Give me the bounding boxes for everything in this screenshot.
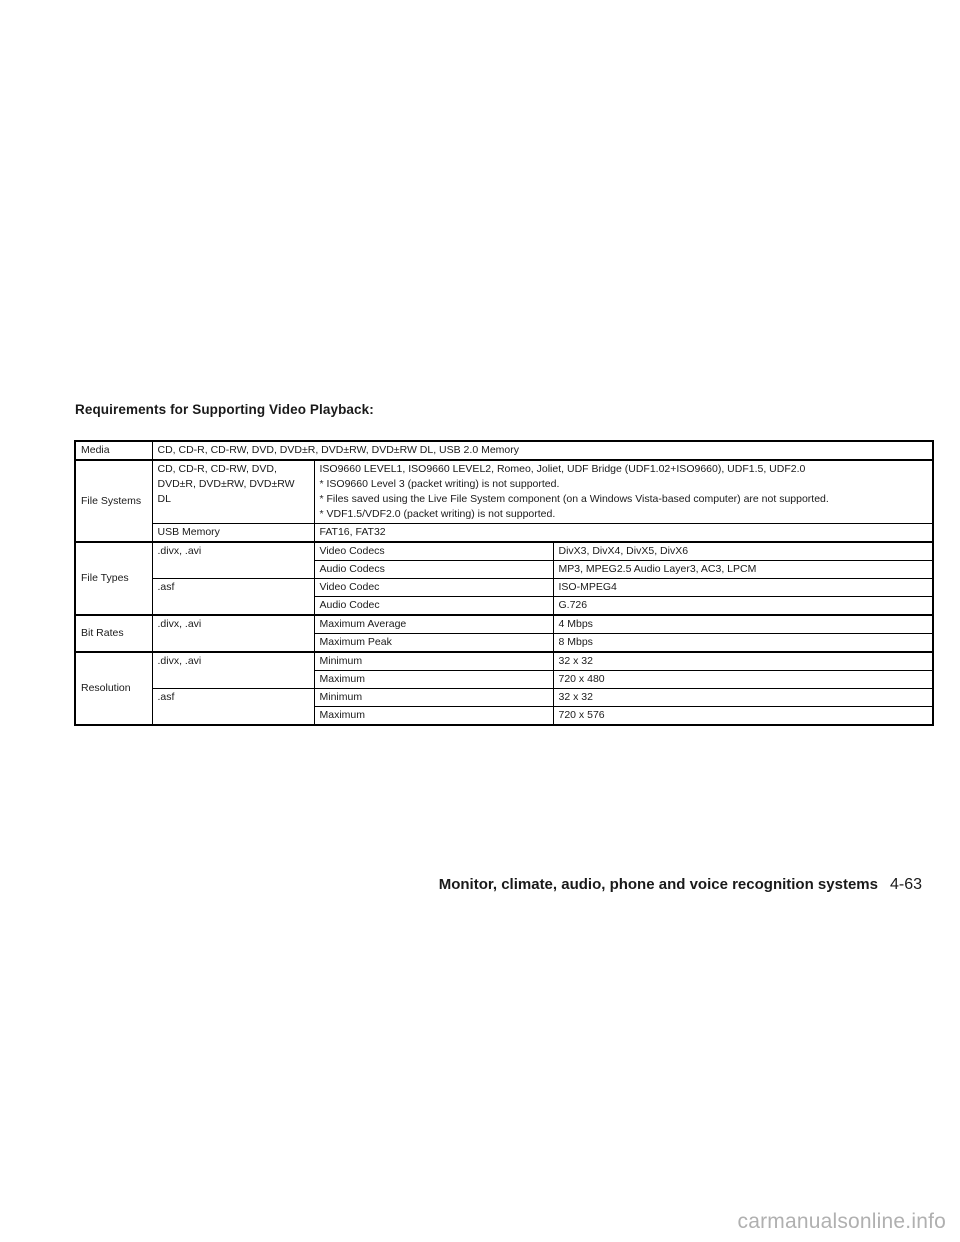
resolution-item: Maximum [314, 707, 553, 726]
resolution-item: Minimum [314, 689, 553, 707]
bit-rates-ext: .divx, .avi [152, 615, 314, 652]
row-label-bit-rates: Bit Rates [75, 615, 152, 652]
table-row-file-types [75, 542, 933, 561]
bit-rates-value: 8 Mbps [553, 634, 933, 653]
file-types-ext: .divx, .avi [152, 542, 314, 579]
resolution-item: Maximum [314, 671, 553, 689]
resolution-item: Minimum [314, 652, 553, 671]
row-label-resolution: Resolution [75, 652, 152, 725]
resolution-value: 32 x 32 [553, 689, 933, 707]
section-heading: Requirements for Supporting Video Playback: [75, 402, 374, 417]
media-value: CD, CD-R, CD-RW, DVD, DVD±R, DVD±RW, DVD±RW DL, USB 2.0 Memory [152, 441, 933, 460]
watermark: carmanualsonline.info [737, 1210, 946, 1233]
resolution-value: 32 x 32 [553, 652, 933, 671]
table-row-media [75, 441, 933, 460]
file-types-value: G.726 [553, 597, 933, 616]
row-label-media: Media [75, 441, 152, 460]
table-row-bit-rates [75, 615, 933, 634]
fs-note: * Files saved using the Live File System component (on a Windows Vista-based computer) are not supported. [319, 493, 829, 505]
table-row-resolution [75, 652, 933, 671]
file-types-value: DivX3, DivX4, DivX5, DivX6 [553, 542, 933, 561]
file-types-item: Audio Codec [314, 597, 553, 616]
bit-rates-value: 4 Mbps [553, 615, 933, 634]
file-types-value: ISO-MPEG4 [553, 579, 933, 597]
resolution-ext: .divx, .avi [152, 652, 314, 689]
file-systems-disc-notes [314, 460, 933, 524]
file-types-item: Video Codec [314, 579, 553, 597]
row-label-file-systems: File Systems [75, 460, 152, 542]
fs-note: * VDF1.5/VDF2.0 (packet writing) is not supported. [319, 508, 556, 520]
file-types-item: Audio Codecs [314, 561, 553, 579]
page-number: 4-63 [889, 876, 922, 893]
file-types-value: MP3, MPEG2.5 Audio Layer3, AC3, LPCM [553, 561, 933, 579]
table-row-file-types [75, 579, 933, 597]
fs-note: * ISO9660 Level 3 (packet writing) is not supported. [319, 478, 560, 490]
file-systems-disc-media: CD, CD-R, CD-RW, DVD, DVD±R, DVD±RW, DVD±RW DL [152, 460, 314, 524]
table-row-file-systems-usb [75, 524, 933, 543]
footer-section-title: Monitor, climate, audio, phone and voice recognition systems [438, 876, 878, 893]
file-systems-usb-media: USB Memory [152, 524, 314, 543]
bit-rates-item: Maximum Average [314, 615, 553, 634]
resolution-ext: .asf [152, 689, 314, 726]
resolution-value: 720 x 480 [553, 671, 933, 689]
file-systems-usb-value: FAT16, FAT32 [314, 524, 933, 543]
video-requirements-table [74, 440, 934, 726]
file-types-ext: .asf [152, 579, 314, 616]
resolution-value: 720 x 576 [553, 707, 933, 726]
page-footer [439, 876, 922, 894]
row-label-file-types: File Types [75, 542, 152, 615]
file-types-item: Video Codecs [314, 542, 553, 561]
fs-note: ISO9660 LEVEL1, ISO9660 LEVEL2, Romeo, Joliet, UDF Bridge (UDF1.02+ISO9660), UDF1.5, UDF2.0 [319, 463, 806, 475]
table-row-file-systems-disc [75, 460, 933, 524]
bit-rates-item: Maximum Peak [314, 634, 553, 653]
table-row-resolution [75, 689, 933, 707]
